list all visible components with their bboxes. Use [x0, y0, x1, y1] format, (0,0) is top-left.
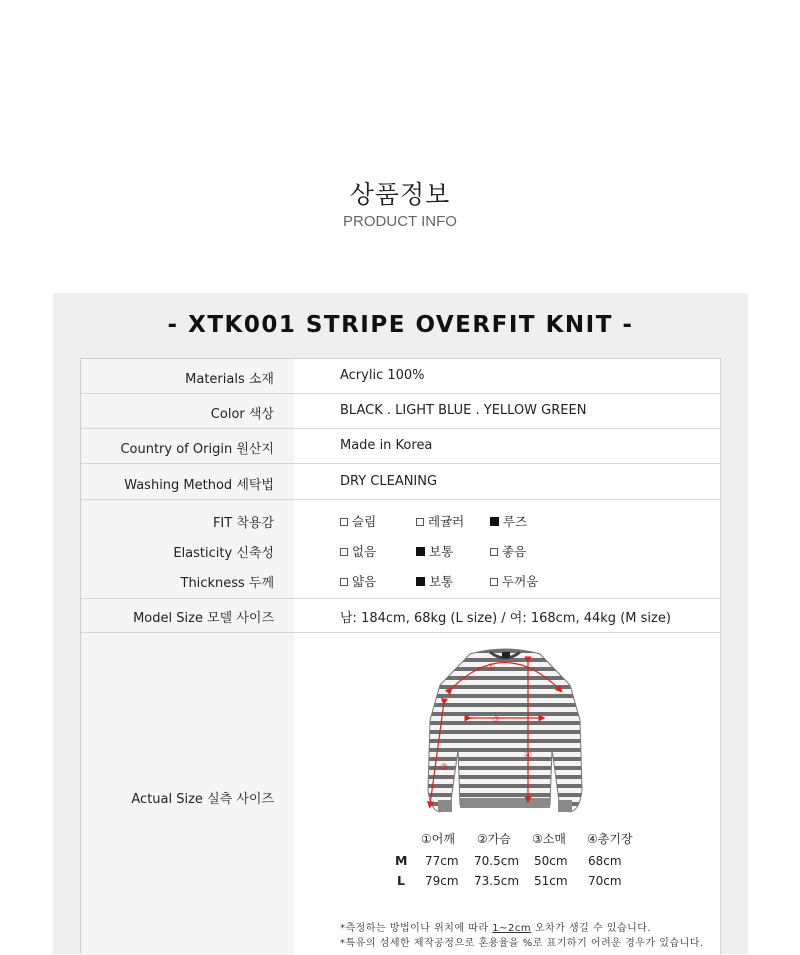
size-header-shoulder: ①어깨 [421, 832, 455, 846]
section-title-en: PRODUCT INFO [343, 213, 457, 230]
elasticity-option-none: 없음 [340, 542, 376, 560]
washing-label: Washing Method 세탁법 [124, 478, 274, 493]
thickness-label: Thickness 두께 [180, 576, 274, 591]
checkbox-checked-icon [416, 577, 425, 586]
size-m-sleeve: 50cm [534, 854, 568, 868]
elasticity-option-normal: 보통 [416, 542, 453, 560]
fit-option-slim: 슬림 [340, 512, 376, 530]
checkbox-checked-icon [490, 517, 499, 526]
materials-value: Acrylic 100% [340, 368, 425, 383]
product-title: - XTK001 STRIPE OVERFIT KNIT - [167, 312, 634, 338]
thickness-option-thick: 두꺼움 [490, 572, 538, 590]
size-l-length: 70cm [588, 874, 622, 888]
checkbox-icon [340, 548, 348, 556]
spec-row-origin [81, 429, 720, 464]
size-header-length: ④총기장 [587, 832, 633, 846]
origin-value: Made in Korea [340, 438, 433, 453]
diagram-mark-chest: ② [492, 716, 501, 726]
size-m-shoulder: 77cm [425, 854, 459, 868]
color-label: Color 색상 [210, 407, 274, 422]
checkbox-checked-icon [416, 547, 425, 556]
checkbox-icon [340, 578, 348, 586]
checkbox-icon [340, 518, 348, 526]
model-size-value: 남: 184cm, 68kg (L size) / 여: 168cm, 44kg (M size) [340, 611, 671, 626]
actual-size-label: Actual Size 실측 사이즈 [131, 792, 274, 807]
checkbox-icon [490, 548, 498, 556]
color-value: BLACK . LIGHT BLUE . YELLOW GREEN [340, 403, 587, 418]
checkbox-icon [416, 518, 424, 526]
model-size-label: Model Size 모델 사이즈 [133, 611, 274, 626]
spec-row-color [81, 394, 720, 429]
size-l-shoulder: 79cm [425, 874, 459, 888]
fit-label: FIT 착용감 [212, 516, 274, 531]
washing-value: DRY CLEANING [340, 474, 438, 489]
size-header-chest: ②가슴 [477, 832, 511, 846]
origin-label: Country of Origin 원산지 [120, 442, 274, 457]
size-l-sleeve: 51cm [534, 874, 568, 888]
diagram-mark-sleeve: ③ [440, 763, 449, 773]
materials-label: Materials 소재 [185, 372, 274, 387]
elasticity-label: Elasticity 신축성 [173, 546, 274, 561]
size-label-l: L [397, 873, 405, 888]
spec-row-fit-group [81, 500, 720, 599]
spec-row-model-size [81, 599, 720, 633]
size-l-chest: 73.5cm [474, 874, 520, 888]
fit-option-regular: 레귤러 [416, 512, 464, 530]
sweater-illustration [428, 649, 582, 812]
thickness-option-thin: 얇음 [340, 572, 376, 590]
diagram-mark-length: ④ [524, 751, 533, 761]
section-title-ko: 상품정보 [349, 180, 451, 209]
size-header-sleeve: ③소매 [532, 832, 566, 846]
thickness-option-normal: 보통 [416, 572, 453, 590]
spec-row-materials [81, 359, 720, 394]
size-m-chest: 70.5cm [474, 854, 520, 868]
spec-row-washing [81, 464, 720, 500]
size-m-length: 68cm [588, 854, 622, 868]
material-note: *특유의 섬세한 제작공정으로 혼용율을 %로 표기하기 어려운 경우가 있습니다. [340, 938, 704, 949]
spec-row-actual-size [81, 633, 720, 955]
fit-option-loose: 루즈 [490, 512, 527, 530]
checkbox-icon [490, 578, 498, 586]
measurement-note: *측정하는 방법이나 위치에 따라 1~2cm 오차가 생길 수 있습니다. [340, 923, 652, 934]
sweater-size-diagram [420, 640, 590, 820]
size-label-m: M [395, 853, 408, 868]
diagram-mark-shoulder: ① [487, 663, 496, 673]
elasticity-option-good: 좋음 [490, 542, 526, 560]
